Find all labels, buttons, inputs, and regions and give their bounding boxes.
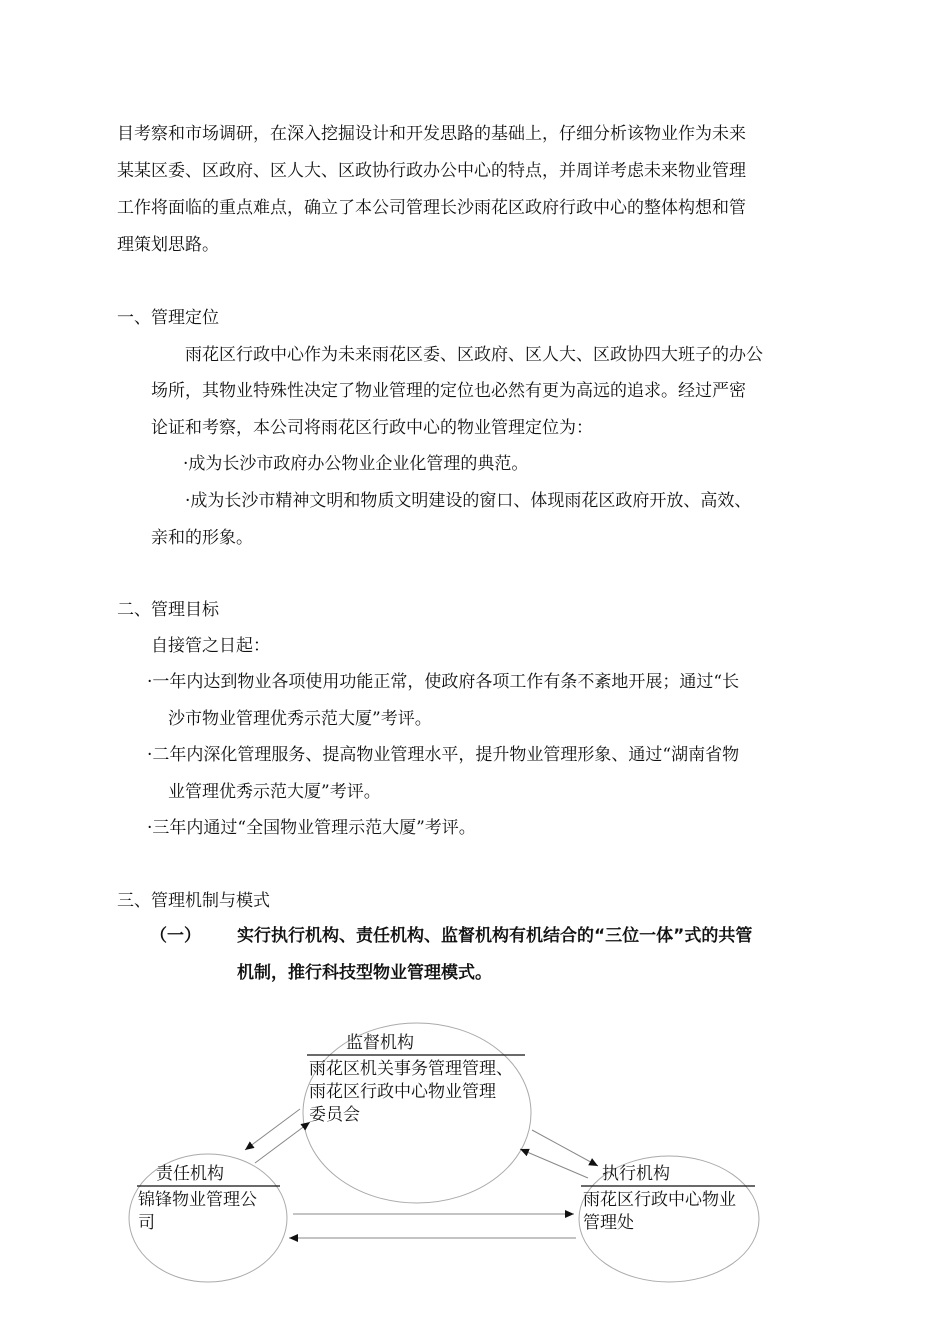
section2-item-2-line-2: 业管理优秀示范大厦”考评。 [168, 782, 381, 802]
section1-bullet-2-line-1: ·成为长沙市精神文明和物质文明建设的窗口、体现雨花区政府开放、高效、 [185, 491, 752, 511]
supervise-title: 监督机构 [346, 1033, 414, 1053]
execute-body-line-2: 管理处 [583, 1213, 634, 1233]
execute-body-line-1: 雨花区行政中心物业 [583, 1190, 736, 1210]
section3-sub-line-2: 机制，推行科技型物业管理模式。 [237, 963, 492, 983]
section2-heading: 二、管理目标 [117, 600, 219, 620]
section1-bullet-2-line-2: 亲和的形象。 [151, 528, 253, 548]
section1-heading: 一、管理定位 [117, 308, 219, 328]
section1-para-line-2: 场所，其物业特殊性决定了物业管理的定位也必然有更为高远的追求。经过严密 [151, 381, 746, 401]
intro-line-1: 目考察和市场调研，在深入挖掘设计和开发思路的基础上，仔细分析该物业作为未来 [117, 124, 746, 144]
section2-item-1-line-1: ·一年内达到物业各项使用功能正常，使政府各项工作有条不紊地开展；通过“长 [147, 672, 740, 692]
intro-line-4: 理策划思路。 [117, 235, 219, 255]
supervise-body-line-1: 雨花区机关事务管理管理、 [309, 1059, 513, 1079]
section3-sub-number: （一） [150, 926, 201, 946]
section3-heading: 三、管理机制与模式 [117, 891, 270, 911]
supervise-body-line-3: 委员会 [309, 1105, 360, 1125]
section2-item-1-line-2: 沙市物业管理优秀示范大厦”考评。 [168, 709, 432, 729]
arrow-execute-to-supervise [520, 1149, 588, 1178]
section3-sub-line-1: 实行执行机构、责任机构、监督机构有机结合的“三位一体”式的共管 [237, 926, 753, 946]
arrow-responsible-to-supervise [255, 1122, 310, 1163]
section2-item-3: ·三年内通过“全国物业管理示范大厦”考评。 [147, 818, 476, 838]
arrow-supervise-to-execute [532, 1130, 598, 1166]
intro-line-3: 工作将面临的重点难点，确立了本公司管理长沙雨花区政府行政中心的整体构想和管 [117, 198, 746, 218]
section2-intro: 自接管之日起： [151, 636, 270, 656]
responsible-body-line-2: 司 [138, 1213, 155, 1233]
intro-line-2: 某某区委、区政府、区人大、区政协行政办公中心的特点，并周详考虑未来物业管理 [117, 161, 746, 181]
section2-item-2-line-1: ·二年内深化管理服务、提高物业管理水平，提升物业管理形象、通过“湖南省物 [147, 745, 740, 765]
responsible-title: 责任机构 [156, 1164, 224, 1184]
section1-bullet-1: ·成为长沙市政府办公物业企业化管理的典范。 [183, 454, 529, 474]
responsible-body-line-1: 锦锋物业管理公 [138, 1190, 257, 1210]
supervise-body-line-2: 雨花区行政中心物业管理 [309, 1082, 496, 1102]
execute-title: 执行机构 [602, 1164, 670, 1184]
section1-para-line-3: 论证和考察，本公司将雨花区行政中心的物业管理定位为： [151, 418, 593, 438]
arrow-supervise-to-responsible [245, 1109, 300, 1150]
section1-para-line-1: 雨花区行政中心作为未来雨花区委、区政府、区人大、区政协四大班子的办公 [185, 345, 763, 365]
